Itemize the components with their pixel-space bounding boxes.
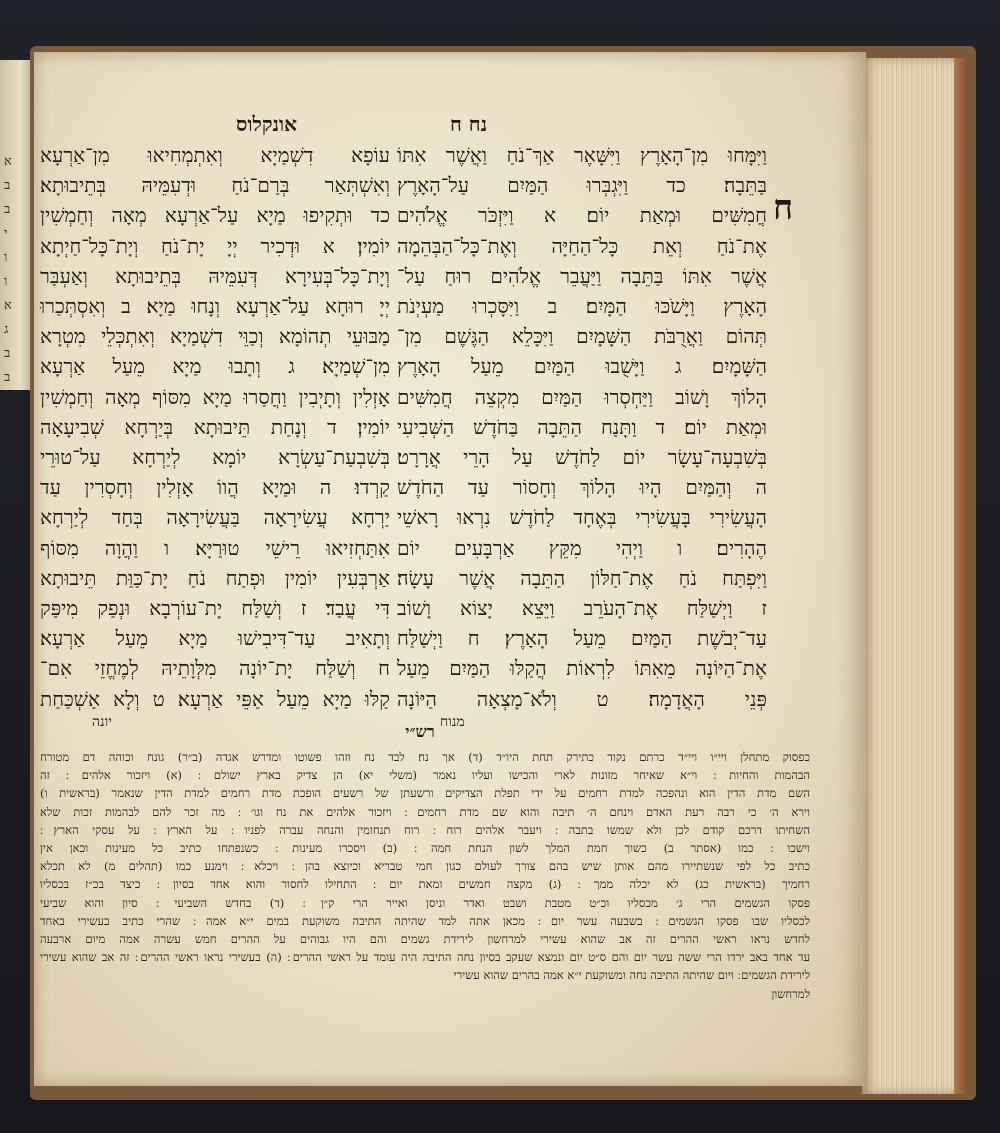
sliver-letter: ב (4, 370, 11, 385)
rashi-line: לכסליו שבו פסקו הגשמים ׃ בשבעה עשר יום ׃ מכאן אתה למד שהיתה התיבה משוקעת במים י״א אמה ׃ שהרי כתיב בעשירי באחד (40, 913, 810, 928)
chapter-number: ח (773, 188, 794, 228)
rashi-heading: רש״י (405, 722, 435, 741)
rashi-line: לירידת הגשמים ׃ ויום שהיתה התיבה נחה ומשוקעת י״א אמה בהרים שהוא עשירי (453, 968, 810, 983)
hebrew-verse-line: אֲשֶׁר אִתּוֹ בַּתֵּבָה וַיַּעֲבֵר אֱלֹהִים רוּחַ עַל־ (397, 263, 767, 288)
rashi-line: לחדש נראו ראשי ההרים זה אב שהוא עשירי למרחשון לירידת גשמים והם היו גבוהים על ההרים חמש עשרה אמה מיום ארבעה (40, 932, 810, 946)
rashi-line: וישכו ׃ כמו (אסתר ב) כשוך חמת המלך לשון הנחת חמה ׃ (ב) ויסכרו מעינות ׃ כשנפתחו כתיב כל מעינות וכאן אין (40, 841, 810, 855)
sliver-letter: ב (4, 202, 11, 217)
onkelos-line: וְתָאִיב עַד־דִּיבִישׁוּ מַיָא מֵעַל אַרְעָא׃ (40, 626, 390, 651)
onkelos-line: בְּשִׁבְעַת־עַשְׂרָא יוֹמָא לְיַרְחָא עַל־טוּרֵי (40, 445, 390, 469)
rashi-line: וירא ה׳ כי רבה רעת האדם וינחם ה׳ תיבה והוא שם מדת רחמים ׃ ויזכור אלהים את נח וגו׳ ׃ מה זכר להם לבהמות זכות שלא (40, 804, 810, 819)
onkelos-line: קַרְדוּ׃ ה וּמַיָא הֲווֹ אָזְלִין וְחָסְרִין עַד (40, 475, 390, 500)
rashi-line: פסקו הגשמים הרי ג׳ מכסליו וכ״ט מטבת ושבט ואדר וניסן ואייר הרי ק״ן ׃ (ד) בחדש השביעי ׃ סיון והוא שביעי (40, 895, 810, 910)
onkelos-line: כד וּתְקִיפוּ מַיָא עַל־אַרְעָא מְאָה וְחַמְשִׁין (40, 203, 390, 228)
adjacent-page-edge (0, 60, 34, 409)
sliver-letter: א (4, 154, 12, 169)
onkelos-line: מִן־שְׁמַיָא׃ ג וְתָבוּ מַיָא מֵעַל אַרְעָא (40, 354, 390, 379)
rashi-line: עד אחד באב ירדו הרי ששה עשר יום והם ס״ט יום ונמצא שעקב בסיון נחה התיבה היה עומד על ראשי ההרים ׃ (ה) בעשירי נראו ראשי ההרים ׃ זה אב שהוא עשירי (40, 950, 810, 965)
hebrew-verse-line: חֲמִשִּׁים וּמְאַת יוֹם׃ א וַיִּזְכֹּר אֱלֹהִים (397, 203, 767, 228)
sliver-letter: ב (4, 346, 11, 361)
onkelos-line: וְאִשְׁתְּאַר בְּרַם־נֹחַ וּדְעִמֵּיהּ בְּתֵיבוּתָא׃ (40, 173, 390, 198)
onkelos-line: אִתַּחְזִיאוּ רֵישֵׁי טוּרַיָּא׃ ו וַהֲוָה מִסּוֹף (40, 535, 390, 560)
hebrew-verse-line: וַיִּפְתַּח נֹחַ אֶת־חַלּוֹן הַתֵּבָה אֲשֶׁר עָשָׂה׃ (397, 565, 767, 590)
rashi-line: כפסוק מתחלן ויי״ו ויי״ד כרתם נקוד כתירק תחת היו״ד (ד) אך נח׃ לבד נח וזהו פשוטו ומדרש אגדה (ב״ר) גונח וכוהה דם מטורח (40, 750, 810, 764)
sliver-letter: א (4, 298, 12, 313)
rashi-line: השם מדת הדין הוא ונהפכה למדת רחמים על ידי תפלת הצדיקים ורשעתן של רשעים הופכת מדת רחמים למדת הדין שנאמר (בראשית ו) (40, 786, 810, 801)
rashi-line: למרחשון (771, 986, 810, 1001)
hebrew-verse-line: תְּהוֹם וַאֲרֻבֹּת הַשָּׁמָיִם וַיִּכָּלֵא הַגֶּשֶׁם מִן־ (397, 324, 767, 349)
onkelos-line: יוֹמִין׃ ד וְנָחַת תֵּיבוּתָא בְּיַרְחָא שְׁבִיעָאָה (40, 414, 390, 439)
onkelos-line: וְיָת־כָּל־בְּעִירָא דְּעִמֵּיהּ בְּתֵיבוּתָא וְאַעְבַּר (40, 263, 390, 288)
hebrew-verse-line: וּמְאַת יוֹם׃ ד וַתָּנַח הַתֵּבָה בַּחֹדֶשׁ הַשְּׁבִיעִי (397, 414, 767, 439)
hebrew-verse-line: אֶת־נֹחַ וְאֵת כָּל־הַחַיָּה וְאֶת־כָּל־הַבְּהֵמָה (397, 233, 767, 258)
sliver-letter: ו (4, 274, 8, 289)
rashi-line: כתיב כל לפי שנשתיירו מהם אותן שיש בהם צורך לעולם כגון חמי טבריא וכיוצא בהן ׃ ויכלא ׃ וימנע כמו (תהלים מ) לא תכלא (40, 859, 810, 874)
sliver-letter: ג (4, 322, 9, 337)
onkelos-line: יַרְחָא עֲשִׂירָאָה בַּעֲשִׂירָאָה בְּחַד לְיַרְחָא (40, 505, 390, 530)
running-head-parashah: נח ח (450, 112, 488, 136)
rashi-line: הבהמות והחיות ׃ וי״א שאיחר מזונות לארי והכישו ועליו נאמר (משלי יא) הן צדיק בארץ ישולם ׃ (א) ויזכור אלהים ׃ זה (40, 768, 810, 783)
sliver-letter: י (4, 226, 8, 241)
onkelos-line: ח וְשַׁלַּח יָת־יוֹנָה מִלְּוָתֵיהּ לְמֶחֱזֵי אִם־ (40, 656, 390, 681)
rashi-line: רחמיך (בראשית כג) לא יכלה ממך ׃ (ג) מקצה חמשים ומאת יום ׃ התחילו לחסור והוא אחד בסיון ׃ כיצד בכ״ז בכסליו (40, 877, 810, 892)
catchword-left: יונה (92, 714, 112, 730)
hebrew-verse-line: ה וְהַמַּיִם הָיוּ הָלוֹךְ וְחָסוֹר עַד הַחֹדֶשׁ (397, 475, 767, 500)
hebrew-verse-line: בְּשִׁבְעָה־עָשָׂר יוֹם לַחֹדֶשׁ עַל הָרֵי אֲרָרָט׃ (397, 445, 767, 469)
onkelos-line: יְיָ רוּחָא עַל־אַרְעָא וְנָחוּ מַיָא׃ ב וְאִסְתְּכַרוּ (40, 294, 390, 318)
onkelos-line: קַלּוּ מַיָא מֵעַל אַפֵּי אַרְעָא׃ ט וְלָא אַשְׁכַּחַת (40, 686, 390, 711)
hebrew-verse-line: הָלוֹךְ וָשׁוֹב וַיַּחְסְרוּ הַמַּיִם מִקְצֵה חֲמִשִּׁים (397, 384, 767, 409)
rashi-line: השחיתו דרכם קודם לכן ולא שמשו בתבה ׃ ויעבר אלהים רוח ׃ רוח תנחומין והנחה עברה לפניו ׃ על הארץ ׃ על עסקי הארץ ׃ (40, 822, 810, 837)
hebrew-verse-line: פְּנֵי הָאֲדָמָה׃ ט וְלֹא־מָצְאָה הַיּוֹנָה (397, 686, 767, 711)
onkelos-line: עוֹפָא דִשְׁמַיָא וְאִתְמְחִיאוּ מִן־אַרְעָא (40, 143, 390, 167)
hebrew-verse-line: בַּתֵּבָה׃ כד וַיִּגְבְּרוּ הַמַּיִם עַל־הָאָרֶץ (397, 173, 767, 198)
hebrew-verse-line: וַיִּמָּחוּ מִן־הָאָרֶץ וַיִּשָּׁאֶר אַךְ־נֹחַ וַאֲשֶׁר אִתּוֹ (397, 143, 767, 167)
hebrew-verse-line: אֶת־הַיּוֹנָה מֵאִתּוֹ לִרְאוֹת הֲקַלּוּ הַמַּיִם מֵעַל (397, 656, 767, 681)
hebrew-verse-line: הֶהָרִים׃ ו וַיְהִי מִקֵּץ אַרְבָּעִים יוֹם (397, 535, 767, 560)
sliver-letter: ב (4, 178, 11, 193)
hebrew-verse-line: הָאָרֶץ וַיָּשֹׁכּוּ הַמָּיִם׃ ב וַיִּסָּכְרוּ מַעְיְנֹת (397, 294, 767, 318)
onkelos-line: אָזְלִין וְתָיְבִין וַחֲסַרוּ מַיָא מִסּוֹף מְאָה וְחַמְשִׁין (40, 384, 390, 409)
onkelos-line: יוֹמִין׃ א וּדְכִיר יְיָ יָת־נֹחַ וְיָת־כָּל־חַיְתָא (40, 233, 390, 258)
onkelos-line: מַבּוּעֵי תְהוֹמָא וְכַוֵּי דִשְׁמַיָא וְאִתְכְּלֵי מִטְרָא (40, 324, 390, 349)
running-head-onkelos: אונקלוס (236, 112, 298, 136)
sliver-letter: ו (4, 250, 8, 265)
page-fore-edge (862, 58, 968, 1094)
onkelos-line: אַרְבְּעִין יוֹמִין וּפְתַח נֹחַ יָת־כַּוַּת תֵּיבוּתָא (40, 565, 390, 590)
catchword-right: מנוח (440, 714, 465, 730)
sliver-letter: ד (4, 394, 11, 409)
hebrew-verse-line: ז וַיְשַׁלַּח אֶת־הָעֹרֵב וַיֵּצֵא יָצוֹא וָשׁוֹב (397, 596, 767, 620)
hebrew-verse-line: הַשָּׁמָיִם׃ ג וַיָּשֻׁבוּ הַמַּיִם מֵעַל הָאָרֶץ (397, 354, 767, 379)
hebrew-verse-line: עַד־יְבֹשֶׁת הַמַּיִם מֵעַל הָאָרֶץ׃ ח וַיְשַׁלַּח (397, 626, 767, 651)
hebrew-verse-line: הָעֲשִׂירִי בָּעֲשִׂירִי בְּאֶחָד לַחֹדֶשׁ נִרְאוּ רָאשֵׁי (397, 505, 767, 530)
onkelos-line: דִּי עֲבַד׃ ז וְשַׁלַּח יָת־עוֹרְבָא וּנְפַק מִיפַּק (40, 596, 390, 620)
